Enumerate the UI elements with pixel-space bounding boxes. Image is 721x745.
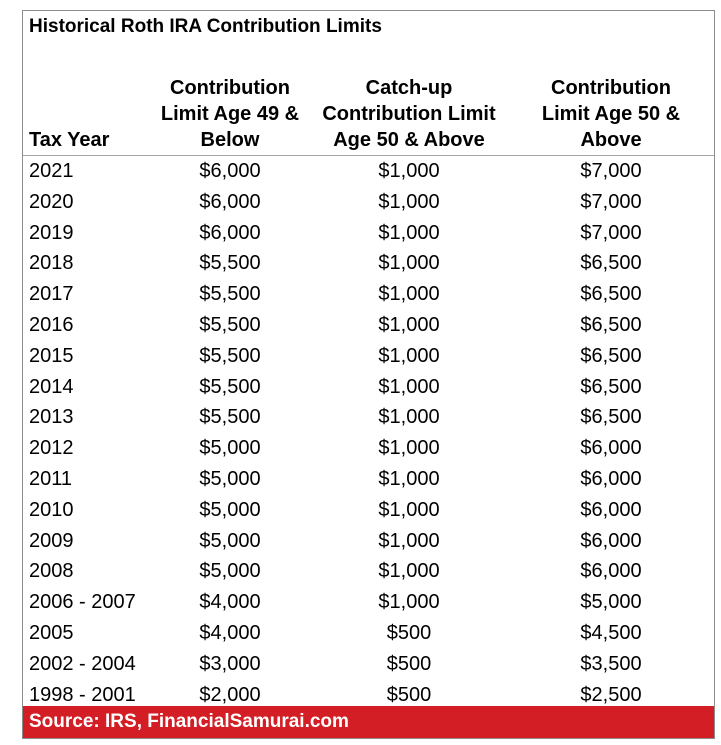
catch-up-cell: $1,000 <box>378 160 440 182</box>
tax-year-cell: 2008 <box>29 560 74 583</box>
table-body <box>23 156 715 711</box>
contribution-limits-sheet <box>22 10 715 739</box>
catch-up-cell: $1,000 <box>378 190 440 213</box>
catch-up-cell: $1,000 <box>378 375 440 398</box>
header-line: Age 50 & Above <box>333 129 485 151</box>
header-limit-age-50-above <box>507 75 715 156</box>
tax-year-cell: 2010 <box>29 498 74 521</box>
header-line: Tax Year <box>29 129 110 151</box>
table-row <box>23 341 715 372</box>
catch-up-cell: $500 <box>386 621 432 644</box>
limit-age-49-cell: $5,000 <box>199 498 261 521</box>
table-row <box>23 649 715 680</box>
table-row <box>23 218 715 249</box>
limit-age-49-cell: $4,000 <box>199 621 261 644</box>
limit-age-50-cell: $6,500 <box>580 252 642 275</box>
table-row <box>23 156 715 187</box>
tax-year-cell: 1998 - 2001 <box>29 683 136 706</box>
table-title: Historical Roth IRA Contribution Limits <box>29 16 382 37</box>
tax-year-cell: 2020 <box>29 190 74 213</box>
contribution-limits-table <box>23 75 715 710</box>
limit-age-50-cell: $6,000 <box>580 529 642 552</box>
limit-age-49-cell: $5,000 <box>199 467 261 490</box>
limit-age-50-cell: $7,000 <box>580 160 642 182</box>
header-catch-up-limit <box>311 75 507 156</box>
tax-year-cell: 2006 - 2007 <box>29 591 136 614</box>
table-row <box>23 248 715 279</box>
header-line: Below <box>200 129 260 151</box>
header-line: Above <box>580 129 642 151</box>
limit-age-49-cell: $5,500 <box>199 252 261 275</box>
tax-year-cell: 2019 <box>29 221 74 244</box>
table-row <box>23 587 715 618</box>
limit-age-50-cell: $6,500 <box>580 406 642 429</box>
catch-up-cell: $1,000 <box>378 560 440 583</box>
catch-up-cell: $500 <box>386 652 432 675</box>
limit-age-49-cell: $4,000 <box>199 591 261 614</box>
limit-age-50-cell: $2,500 <box>580 683 642 706</box>
limit-age-49-cell: $5,000 <box>199 437 261 460</box>
tax-year-cell: 2012 <box>29 437 74 460</box>
table-row <box>23 464 715 495</box>
limit-age-49-cell: $5,500 <box>199 375 261 398</box>
limit-age-49-cell: $5,000 <box>199 529 261 552</box>
catch-up-cell: $1,000 <box>378 467 440 490</box>
limit-age-49-cell: $5,000 <box>199 560 261 583</box>
tax-year-cell: 2021 <box>29 160 74 182</box>
catch-up-cell: $1,000 <box>378 221 440 244</box>
table-row <box>23 187 715 218</box>
limit-age-50-cell: $6,000 <box>580 560 642 583</box>
catch-up-cell: $1,000 <box>378 529 440 552</box>
limit-age-49-cell: $5,500 <box>199 344 261 367</box>
limit-age-50-cell: $7,000 <box>580 221 642 244</box>
tax-year-cell: 2005 <box>29 621 74 644</box>
catch-up-cell: $1,000 <box>378 313 440 336</box>
table-row <box>23 402 715 433</box>
catch-up-cell: $1,000 <box>378 344 440 367</box>
header-line: Contribution <box>170 77 290 99</box>
limit-age-50-cell: $7,000 <box>580 190 642 213</box>
catch-up-cell: $1,000 <box>378 591 440 614</box>
table-row <box>23 556 715 587</box>
tax-year-cell: 2009 <box>29 529 74 552</box>
source-banner: Source: IRS, FinancialSamurai.com <box>23 706 714 738</box>
limit-age-49-cell: $3,000 <box>199 652 261 675</box>
limit-age-50-cell: $6,000 <box>580 498 642 521</box>
limit-age-50-cell: $6,500 <box>580 283 642 306</box>
header-limit-age-49-below <box>149 75 311 156</box>
tax-year-cell: 2016 <box>29 313 74 336</box>
tax-year-cell: 2015 <box>29 344 74 367</box>
tax-year-cell: 2011 <box>29 467 73 490</box>
table-row <box>23 310 715 341</box>
limit-age-50-cell: $4,500 <box>580 621 642 644</box>
catch-up-cell: $1,000 <box>378 406 440 429</box>
limit-age-50-cell: $6,500 <box>580 344 642 367</box>
tax-year-cell: 2002 - 2004 <box>29 652 136 675</box>
limit-age-49-cell: $6,000 <box>199 190 261 213</box>
table-row <box>23 433 715 464</box>
table-row <box>23 372 715 403</box>
limit-age-49-cell: $5,500 <box>199 283 261 306</box>
header-line: Limit Age 49 & <box>160 103 300 125</box>
catch-up-cell: $500 <box>386 683 432 706</box>
limit-age-50-cell: $6,000 <box>580 467 642 490</box>
limit-age-50-cell: $3,500 <box>580 652 642 675</box>
header-line: Contribution Limit <box>322 103 496 125</box>
catch-up-cell: $1,000 <box>378 437 440 460</box>
table-row <box>23 526 715 557</box>
table-row <box>23 618 715 649</box>
header-line: Limit Age 50 & <box>541 103 681 125</box>
limit-age-50-cell: $6,500 <box>580 375 642 398</box>
catch-up-cell: $1,000 <box>378 252 440 275</box>
limit-age-50-cell: $5,000 <box>580 591 642 614</box>
limit-age-50-cell: $6,500 <box>580 313 642 336</box>
catch-up-cell: $1,000 <box>378 283 440 306</box>
limit-age-49-cell: $2,000 <box>199 683 261 706</box>
tax-year-cell: 2013 <box>29 406 74 429</box>
tax-year-cell: 2017 <box>29 283 74 306</box>
header-row <box>23 75 715 156</box>
limit-age-49-cell: $5,500 <box>199 313 261 336</box>
limit-age-49-cell: $6,000 <box>199 221 261 244</box>
header-line: Catch-up <box>365 77 453 99</box>
tax-year-cell: 2018 <box>29 252 74 275</box>
limit-age-49-cell: $6,000 <box>199 160 261 182</box>
header-line: Contribution <box>551 77 671 99</box>
limit-age-49-cell: $5,500 <box>199 406 261 429</box>
header-tax-year <box>23 75 149 156</box>
tax-year-cell: 2014 <box>29 375 74 398</box>
table-row <box>23 495 715 526</box>
table-row <box>23 279 715 310</box>
catch-up-cell: $1,000 <box>378 498 440 521</box>
limit-age-50-cell: $6,000 <box>580 437 642 460</box>
